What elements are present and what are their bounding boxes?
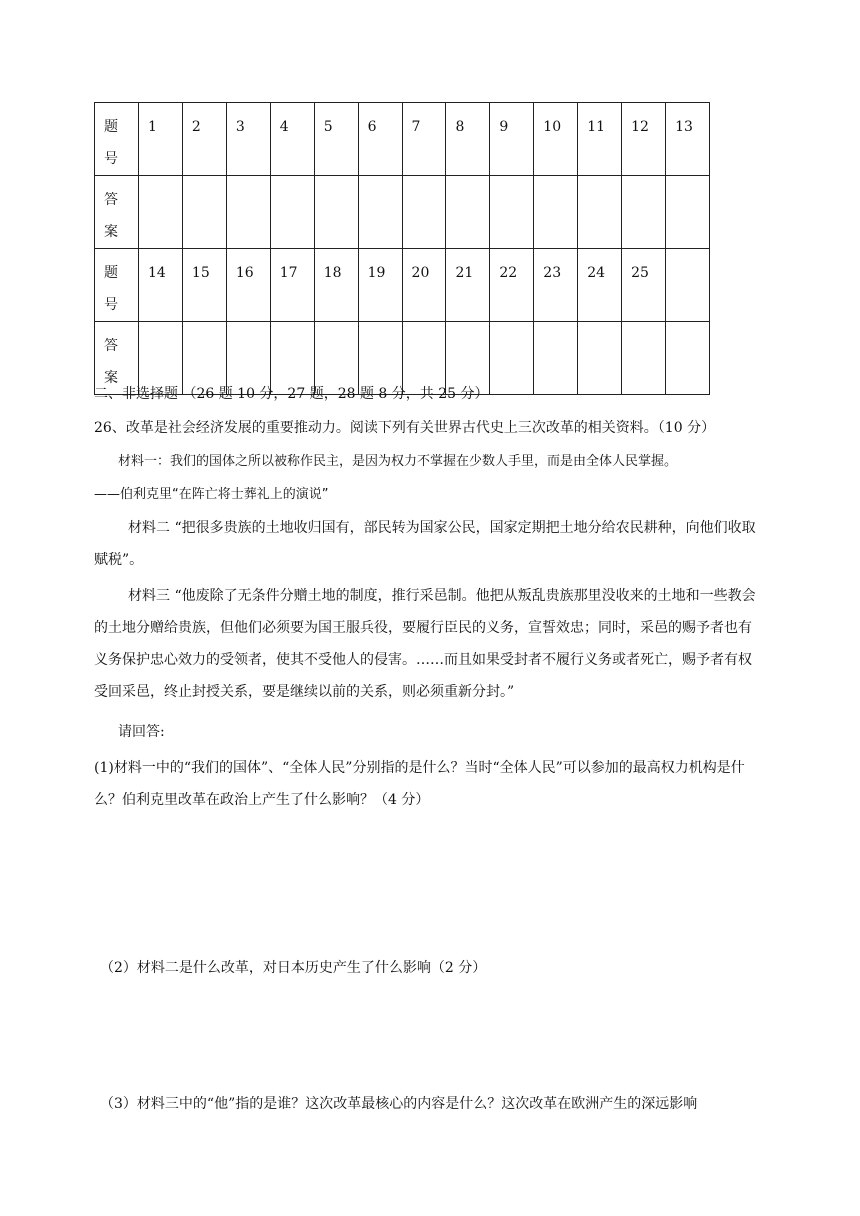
table-cell [666,249,710,322]
table-cell: 14 [139,249,183,322]
answer-cell[interactable] [490,176,534,249]
sub-question-1: (1)材料一中的“我们的国体”、“全体人民”分别指的是什么？当时“全体人民”可以参加的最高权力机构是什么？伯利克里改革在政治上产生了什么影响？（4 分） [94,760,745,808]
answer-cell[interactable] [182,176,226,249]
answer-cell[interactable] [358,176,402,249]
please-answer-label: 请回答: [118,724,165,740]
answer-cell[interactable] [578,322,622,395]
answer-cell[interactable] [139,176,183,249]
table-cell: 22 [490,249,534,322]
answer-cell[interactable] [578,176,622,249]
answer-cell[interactable] [314,176,358,249]
table-row [95,103,710,176]
answer-cell[interactable] [666,322,710,395]
table-cell: 1 [139,103,183,176]
sub-question-3: （3）材料三中的“他”指的是谁？这次改革最核心的内容是什么？这次改革在欧洲产生的深远影响 [100,1096,698,1112]
section-heading: 二、非选择题 （26 题 10 分，27 题，28 题 8 分，共 25 分） [94,386,489,402]
table-cell: 8 [446,103,490,176]
row-label-number: 题号 [95,249,139,322]
answer-cell[interactable] [622,176,666,249]
row-label-answer: 答案 [95,176,139,249]
table-cell: 5 [314,103,358,176]
answer-cell[interactable] [490,322,534,395]
answer-cell[interactable] [534,322,578,395]
row-label-answer: 答案 [95,322,139,395]
material-2-text: 材料二 “把很多贵族的土地收归国有，部民转为国家公民，国家定期把土地分给农民耕种，向他们收取赋税”。 [94,520,756,568]
answer-cell[interactable] [534,176,578,249]
table-cell: 10 [534,103,578,176]
table-cell: 25 [622,249,666,322]
answer-table [94,102,710,395]
table-cell: 15 [182,249,226,322]
material-1-source: ——伯利克里“在阵亡将士葬礼上的演说” [94,487,329,502]
table-row [95,249,710,322]
table-cell: 11 [578,103,622,176]
table-cell: 17 [270,249,314,322]
table-cell: 23 [534,249,578,322]
table-cell: 16 [226,249,270,322]
table-cell: 9 [490,103,534,176]
table-cell: 7 [402,103,446,176]
material-3-text: 材料三 “他废除了无条件分赠土地的制度，推行采邑制。他把从叛乱贵族那里没收来的土地和一些教会的土地分赠给贵族，但他们必须要为国王服兵役，要履行臣民的义务，宣誓效忠；同时，采邑的赐予者也有义务保护忠心效力的受领者，使其不受他人的侵害。……而且如果受封者不履行义务或者死亡，赐予者有权受回采邑，终止封授关系，要是继续以前的关系，则必须重新分封。” [94,588,756,700]
table-cell: 6 [358,103,402,176]
sub-question-2: （2）材料二是什么改革，对日本历史产生了什么影响（2 分） [100,960,487,976]
material-1-text: 材料一：我们的国体之所以被称作民主，是因为权力不掌握在少数人手里，而是由全体人民掌握。 [118,454,678,469]
table-cell: 3 [226,103,270,176]
table-row [95,176,710,249]
answer-cell[interactable] [402,176,446,249]
table-cell: 24 [578,249,622,322]
table-cell: 12 [622,103,666,176]
row-label-number: 题号 [95,103,139,176]
table-cell: 2 [182,103,226,176]
answer-cell[interactable] [226,176,270,249]
table-cell: 20 [402,249,446,322]
table-cell: 13 [666,103,710,176]
answer-cell[interactable] [446,176,490,249]
table-cell: 18 [314,249,358,322]
table-cell: 4 [270,103,314,176]
answer-cell[interactable] [270,176,314,249]
answer-cell[interactable] [622,322,666,395]
answer-cell[interactable] [666,176,710,249]
table-cell: 21 [446,249,490,322]
question-26-intro: 26、改革是社会经济发展的重要推动力。阅读下列有关世界古代史上三次改革的相关资料。（10 分） [94,420,716,436]
table-cell: 19 [358,249,402,322]
